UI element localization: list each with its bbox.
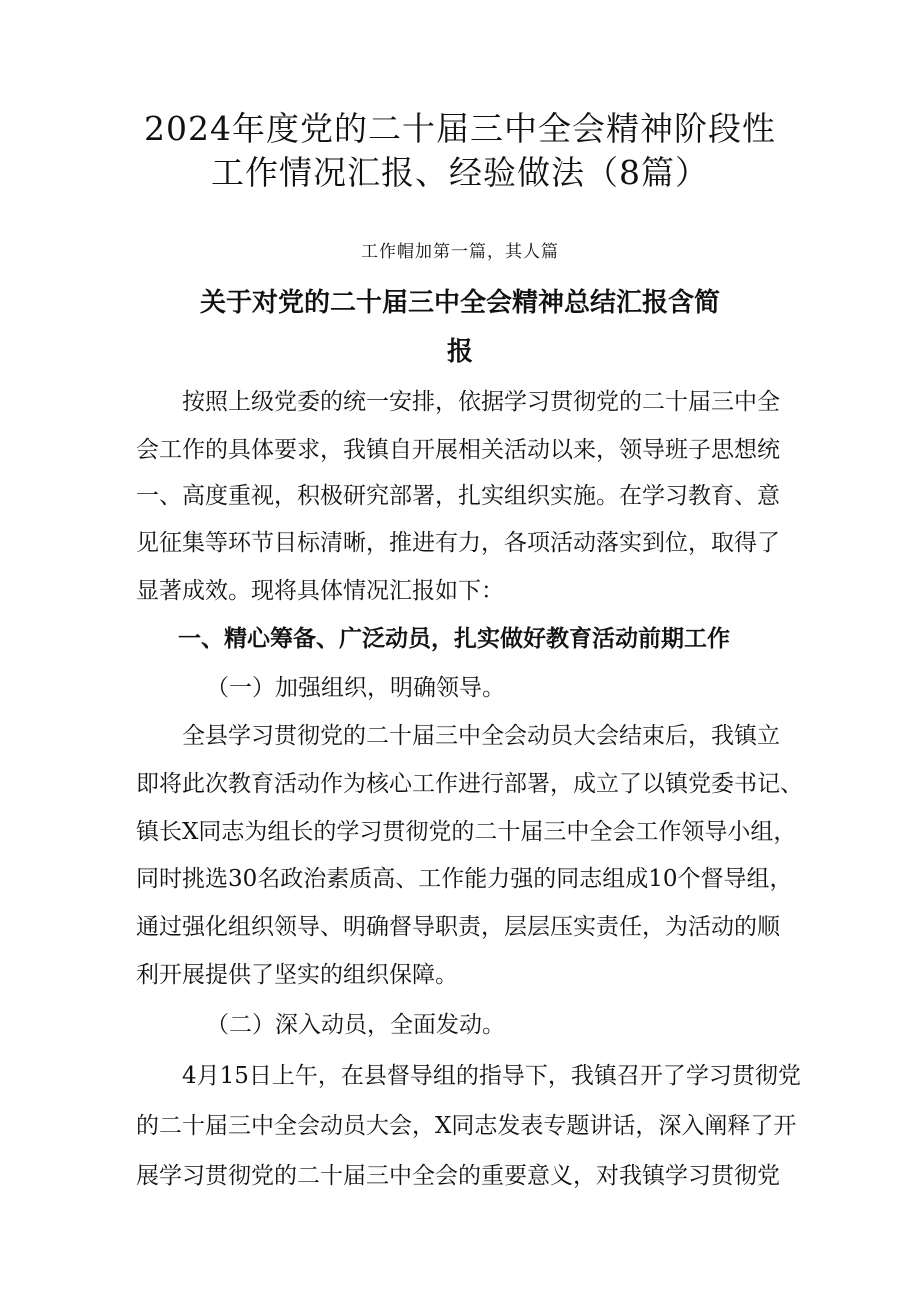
document-title-line-1: 2024年度党的二十届三中全会精神阶段性 <box>144 109 776 148</box>
body-line: 即将此次教育活动作为核心工作进行部署，成立了以镇党委书记、 <box>136 771 803 797</box>
body-line: 通过强化组织领导、明确督导职责，层层压实责任，为活动的顺 <box>136 914 780 940</box>
document-subtitle: 工作帽加第一篇，其人篇 <box>361 242 559 262</box>
body-line: 见征集等环节目标清晰，推进有力，各项活动落实到位，取得了 <box>136 530 780 556</box>
body-line: 一、高度重视，积极研究部署，扎实组织实施。在学习教育、意 <box>136 483 780 509</box>
body-line: 展学习贯彻党的二十届三中全会的重要意义，对我镇学习贯彻党 <box>136 1163 780 1189</box>
article-title-line-1: 关于对党的二十届三中全会精神总结汇报含简 <box>199 288 720 318</box>
body-line: 同时挑选30名政治素质高、工作能力强的同志组成10个督导组， <box>136 866 793 892</box>
body-line: 镇长X同志为组长的学习贯彻党的二十届三中全会工作领导小组， <box>136 819 797 845</box>
body-line: 显著成效。现将具体情况汇报如下： <box>136 578 504 604</box>
section-heading: 一、精心筹备、广泛动员，扎实做好教育活动前期工作 <box>178 626 730 652</box>
article-title-line-2: 报 <box>446 337 473 367</box>
body-line: 利开展提供了坚实的组织保障。 <box>136 962 458 988</box>
body-line: 会工作的具体要求，我镇自开展相关活动以来，领导班子思想统 <box>136 437 780 463</box>
subsection-heading: （二）深入动员，全面发动。 <box>206 1012 505 1038</box>
document-title-line-2: 工作情况汇报、经验做法（8篇） <box>211 153 709 192</box>
body-line: 的二十届三中全会动员大会，X同志发表专题讲话，深入阐释了开 <box>136 1113 797 1139</box>
body-line: 4月15日上午，在县督导组的指导下，我镇召开了学习贯彻党 <box>182 1063 801 1089</box>
body-line: 按照上级党委的统一安排，依据学习贯彻党的二十届三中全 <box>182 389 780 415</box>
body-line: 全县学习贯彻党的二十届三中全会动员大会结束后，我镇立 <box>182 723 780 749</box>
subsection-heading: （一）加强组织，明确领导。 <box>206 675 505 701</box>
